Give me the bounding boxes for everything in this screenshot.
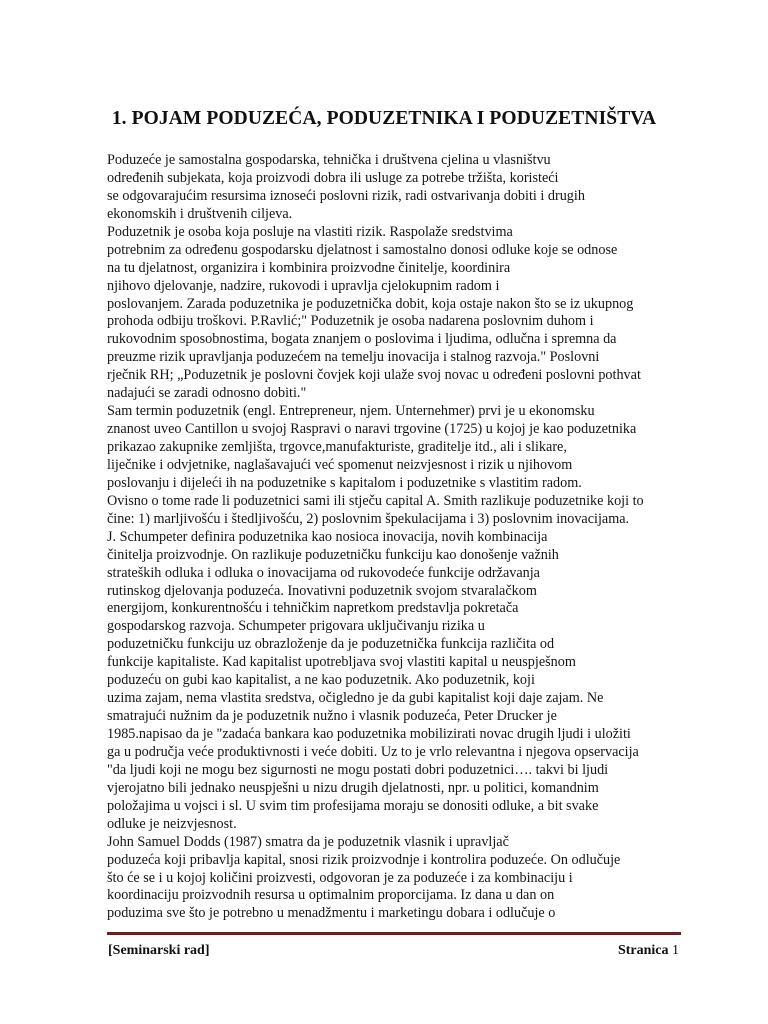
text-line: poduzetničku funkciju uz obrazloženje da je poduzetnička funkcija različita od	[107, 636, 555, 653]
text-line: što će se i u kojoj količini proizvesti, odgovoran je za poduzeće i za kombinaciju i	[107, 869, 573, 886]
text-line: znanost uveo Cantillon u svojoj Raspravi o naravi trgovine (1725) u kojoj je kao poduzetnika	[107, 421, 637, 438]
page-label: Stranica	[617, 943, 669, 958]
text-line: Poduzeće je samostalna gospodarska, tehnička i društvena cjelina u vlasništvu	[107, 152, 551, 168]
text-line: poduzima sve što je potrebno u menadžmentu i marketingu dobara i odlučuje o	[107, 905, 556, 922]
text-line: određenih subjekata, koja proizvodi dobra ili usluge za potrebe tržišta, koristeći	[107, 169, 559, 186]
text-line: rutinskog djelovanja poduzeća. Inovativni poduzetnik svojom stvaralačkom	[107, 582, 537, 599]
text-line: na tu djelatnost, organizira i kombinira proizvodne činitelje, koordinira	[107, 259, 511, 276]
body-text	[107, 152, 682, 923]
text-line: funkcije kapitaliste. Kad kapitalist upotrebljava svoj vlastiti kapital u neuspješnom	[107, 654, 576, 671]
text-line: odluke je neizvjesnost.	[107, 815, 237, 832]
text-line: ekonomskih i društvenih ciljeva.	[107, 205, 293, 222]
text-line: Poduzetnik je osoba koja posluje na vlastiti rizik. Raspolaže sredstvima	[107, 223, 513, 240]
page-number: 1	[672, 943, 679, 958]
text-line: energijom, konkurentnošću i tehničkim napretkom predstavlja pokretača	[107, 600, 519, 617]
text-line: koordinaciju proizvodnih resursa u optimalnim proporcijama. Iz dana u dan on	[107, 887, 555, 904]
text-line: prikazao zakupnike zemljišta, trgovce,manufakturiste, graditelje itd., ali i slikare,	[107, 439, 567, 455]
text-line: poduzeću on gubi kao kapitalist, a ne kao poduzetnik. Ako poduzetnik, koji	[107, 672, 535, 689]
text-line: uzima zajam, nema vlastita sredstva, očigledno je da gubi kapitalist koji daje zajam. Ne	[107, 690, 604, 707]
text-line: ga u područja veće produktivnosti i veće dobiti. Uz to je vrlo relevantna i njegova opservacija	[107, 743, 639, 760]
text-line: J. Schumpeter definira poduzetnika kao nosioca inovacija, novih kombinacija	[107, 528, 548, 545]
text-line: preuzme rizik upravljanja poduzećem na temelju inovacija i stalnog razvoja." Poslovni	[107, 349, 600, 366]
text-line: smatrajući nužnim da je poduzetnik nužno i vlasnik poduzeća, Peter Drucker je	[107, 708, 557, 725]
text-line: nadajući se zaradi odnosno dobiti."	[107, 385, 307, 402]
text-line: strateških odluka i odluka o inovacijama od rukovodeće funkcije održavanja	[107, 564, 540, 581]
text-line: Ovisno o tome rade li poduzetnici sami ili stječu capital A. Smith razlikuje poduzetnike koji to	[107, 492, 644, 509]
text-line: čine: 1) marljivošću i štedljivošću, 2) poslovnim špekulacijama i 3) poslovnim inovacijama.	[107, 510, 630, 527]
text-line: "da ljudi koji ne mogu bez sigurnosti ne mogu postati dobri poduzetnici…. takvi bi ljudi	[107, 761, 609, 778]
text-line: se odgovarajućim resursima iznoseći poslovni rizik, radi ostvarivanja dobiti i drugih	[107, 187, 585, 204]
text-line: 1985.napisao da je "zadaća bankara kao poduzetnika mobilizirati novac drugih ljudi i uložiti	[107, 726, 631, 742]
text-line: Sam termin poduzetnik (engl. Entrepreneur, njem. Unternehmer) prvi je u ekonomsku	[107, 403, 595, 420]
text-line: poslovanjem. Zarada poduzetnika je poduzetnička dobit, koja ostaje nakon što se iz ukupnog	[107, 295, 634, 312]
text-line: poduzeća koji pribavlja kapital, snosi rizik proizvodnje i kontrolira poduzeće. On odlučuje	[107, 851, 621, 868]
section-heading: 1. POJAM PODUZEĆA, PODUZETNIKA I PODUZETNIŠTVA	[111, 108, 657, 129]
footer-page-indicator	[618, 943, 679, 959]
text-line: liječnike i odvjetnike, naglašavajući već spomenut neizvjesnost i rizik u njihovom	[107, 456, 573, 473]
text-line: činitelja proizvodnje. On razlikuje poduzetničku funkciju kao donošenje važnih	[107, 546, 559, 563]
text-line: vjerojatno bili jednako neuspješni u nizu drugih djelatnosti, npr. u politici, komandnim	[107, 779, 599, 796]
text-line: gospodarskog razvoja. Schumpeter prigovara uključivanju rizika u	[107, 618, 485, 635]
footer-document-type: [Seminarski rad]	[108, 943, 210, 958]
text-line: prohoda odbiju troškovi. P.Ravlić;" Poduzetnik je osoba nadarena poslovnim duhom i	[107, 313, 594, 330]
text-line: njihovo djelovanje, nadzire, rukovodi i upravlja cjelokupnim radom i	[107, 277, 500, 294]
text-line: položajima u vojsci i sl. U svim tim profesijama moraju se donositi odluke, a bit svake	[107, 797, 599, 814]
text-line: rječnik RH; „Poduzetnik je poslovni čovjek koji ulaže svoj novac u određeni poslovni pothvat	[107, 367, 641, 384]
text-line: John Samuel Dodds (1987) smatra da je poduzetnik vlasnik i upravljač	[107, 833, 509, 850]
text-line: rukovodnim sposobnostima, bogata znanjem o poslovima i ljudima, odlučna i spremna da	[107, 331, 617, 348]
footer-divider	[107, 932, 681, 935]
text-line: poslovanju i dijeleći ih na poduzetnike s kapitalom i poduzetnike s vlastitim radom.	[107, 474, 582, 491]
text-line: potrebnim za određenu gospodarsku djelatnost i samostalno donosi odluke koje se odnose	[107, 241, 618, 258]
